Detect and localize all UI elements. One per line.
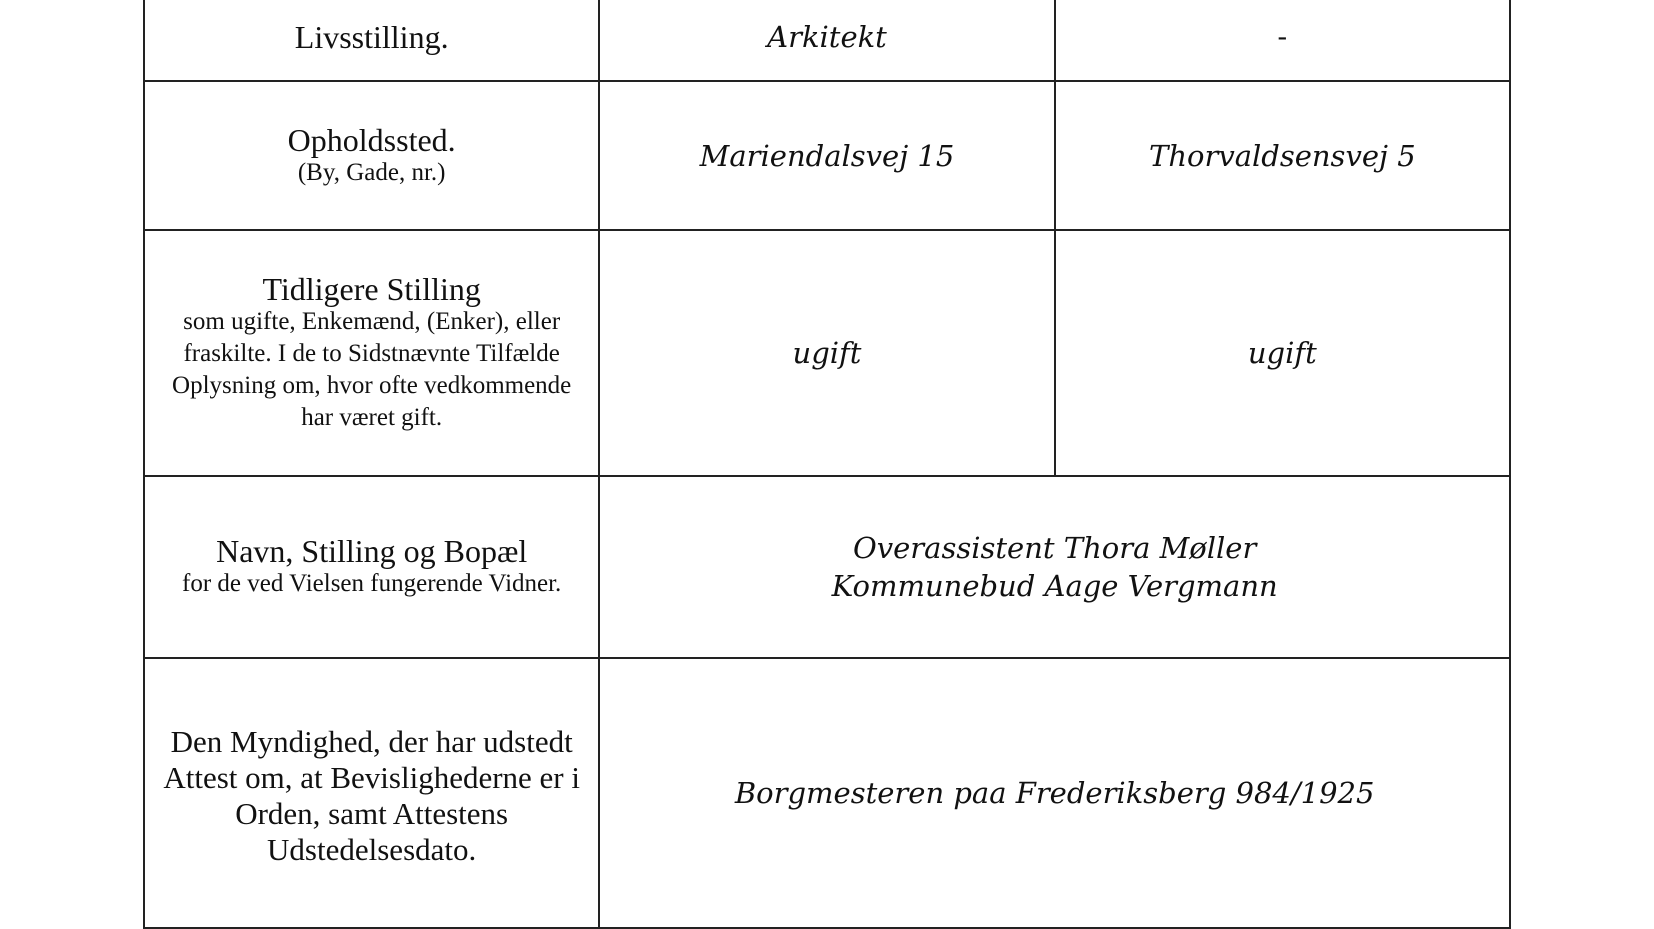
bride-cell bbox=[1055, 81, 1510, 230]
row-residence bbox=[144, 81, 1510, 230]
row-sublabel: som ugifte, Enkemænd, (Enker), eller fraskilte. I de to Sidstnævnte Tilfælde Oplysning om, hvor ofte vedkommende har været gift. bbox=[172, 308, 572, 431]
bride-occupation: - bbox=[1277, 21, 1287, 52]
groom-occupation: Arkitekt bbox=[767, 20, 887, 54]
issuing-authority: Borgmesteren paa Frederiksberg 984/1925 bbox=[734, 776, 1375, 810]
groom-previous-status: ugift bbox=[792, 336, 862, 370]
row-witnesses bbox=[144, 476, 1510, 658]
row-previous-status bbox=[144, 230, 1510, 476]
row-authority bbox=[144, 658, 1510, 928]
label-cell bbox=[144, 230, 599, 476]
groom-cell bbox=[599, 81, 1054, 230]
groom-cell bbox=[599, 0, 1054, 81]
label-cell bbox=[144, 0, 599, 81]
bride-cell bbox=[1055, 230, 1510, 476]
groom-residence: Mariendalsvej 15 bbox=[699, 138, 955, 173]
row-label: Opholdssted. bbox=[287, 121, 456, 158]
bride-previous-status: ugift bbox=[1247, 336, 1317, 370]
label-cell bbox=[144, 476, 599, 658]
bride-cell bbox=[1055, 0, 1510, 81]
bride-residence: Thorvaldsensvej 5 bbox=[1148, 138, 1416, 173]
row-sublabel: (By, Gade, nr.) bbox=[297, 158, 446, 186]
witness-1: Overassistent Thora Møller bbox=[852, 531, 1257, 565]
row-occupation bbox=[144, 0, 1510, 81]
register-table bbox=[143, 0, 1511, 929]
witnesses-cell bbox=[599, 476, 1510, 658]
label-cell bbox=[144, 658, 599, 928]
label-cell bbox=[144, 81, 599, 230]
row-label: Navn, Stilling og Bopæl bbox=[216, 533, 528, 569]
authority-cell bbox=[599, 658, 1510, 928]
witness-2: Kommunebud Aage Vergmann bbox=[831, 569, 1278, 603]
row-label: Den Myndighed, der har udstedt Attest om, at Bevislighederne er i Orden, samt Attestens Udstedelsesdato. bbox=[163, 724, 580, 867]
groom-cell bbox=[599, 230, 1054, 476]
row-sublabel: for de ved Vielsen fungerende Vidner. bbox=[182, 570, 562, 597]
row-label: Tidligere Stilling bbox=[262, 271, 481, 307]
row-label: Livsstilling. bbox=[294, 19, 449, 55]
